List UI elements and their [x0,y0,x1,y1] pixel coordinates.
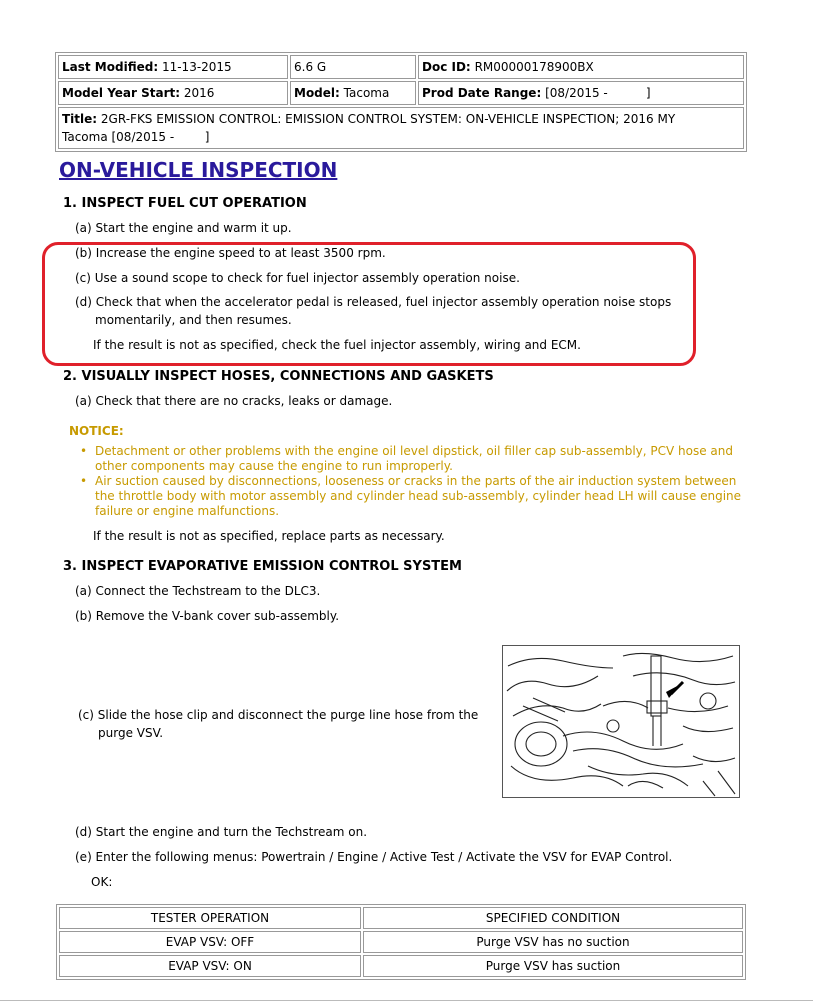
section1-step-a: (a) Start the engine and warm it up. [75,221,292,235]
section3-step-b: (b) Remove the V-bank cover sub-assembly. [75,609,340,623]
table-row [59,955,743,977]
table-header-cell: TESTER OPERATION [59,907,361,929]
spec-table [56,904,746,980]
section2-result: If the result is not as specified, replace parts as necessary. [93,529,445,543]
section1-step-b: (b) Increase the engine speed to at least 3500 rpm. [75,246,386,260]
table-header-cell: SPECIFIED CONDITION [363,907,743,929]
title-label: Title: [62,112,98,126]
section1-step-d-line1: (d) Check that when the accelerator pedal is released, fuel injector assembly operation noise stops [75,295,672,309]
prod-date-cell [418,81,744,105]
prod-date-label: Prod Date Range: [422,86,542,100]
notice-item-text: Detachment or other problems with the engine oil level dipstick, oil filler cap sub-assembly, PCV hose and other components may cause the engine to run improperly. [95,444,733,473]
highlight-box [42,242,696,366]
section3-step-d: (d) Start the engine and turn the Techstream on. [75,825,368,839]
engine-illustration-drawing [503,646,739,797]
last-modified-cell [58,55,288,79]
notice-item [80,474,745,519]
model-cell [290,81,416,105]
doc-id-cell [418,55,744,79]
table-cell: Purge VSV has no suction [363,931,743,953]
doc-id-value: RM00000178900BX [474,60,594,74]
last-modified-label: Last Modified: [62,60,159,74]
section3-step-a: (a) Connect the Techstream to the DLC3. [75,584,321,598]
doc-id-label: Doc ID: [422,60,471,74]
notice-item [80,444,745,474]
notice-heading: NOTICE: [69,424,124,438]
document-header-table [55,52,747,152]
section1-step-d-line2: momentarily, and then resumes. [95,313,292,327]
model-year-value: 2016 [183,86,215,100]
model-year-label: Model Year Start: [62,86,181,100]
model-label: Model: [294,86,340,100]
version-cell [290,55,416,79]
title-cell [58,107,744,149]
bullet-icon: • [80,474,88,488]
table-cell: Purge VSV has suction [363,955,743,977]
ok-label: OK: [91,875,113,889]
section3-heading: 3. INSPECT EVAPORATIVE EMISSION CONTROL SYSTEM [63,559,462,574]
page-divider [0,1000,813,1001]
section2-step-a: (a) Check that there are no cracks, leaks or damage. [75,394,393,408]
bullet-icon: • [80,444,88,458]
table-cell: EVAP VSV: ON [59,955,361,977]
page-title[interactable]: ON-VEHICLE INSPECTION [59,158,338,182]
notice-item-text: Air suction caused by disconnections, looseness or cracks in the parts of the air induction system between the throttle body with motor assembly and cylinder head sub-assembly, cylinder head LH will cause engine failure or engine malfunctions. [95,474,742,518]
title-line2: Tacoma [08/2015 - ] [62,130,210,144]
table-header-row [59,907,743,929]
section3-step-e: (e) Enter the following menus: Powertrain / Engine / Active Test / Activate the VSV for EVAP Control. [75,850,673,864]
model-value: Tacoma [343,86,390,100]
version-value: 6.6 G [294,60,327,74]
last-modified-value: 11-13-2015 [161,60,232,74]
section3-step-c-line2: purge VSV. [98,726,164,740]
table-cell: EVAP VSV: OFF [59,931,361,953]
prod-date-value: [08/2015 - ] [545,86,651,100]
section1-step-c: (c) Use a sound scope to check for fuel injector assembly operation noise. [75,271,520,285]
model-year-cell [58,81,288,105]
section1-heading: 1. INSPECT FUEL CUT OPERATION [63,196,307,211]
table-row [59,931,743,953]
engine-illustration [502,645,740,798]
section3-step-c-line1: (c) Slide the hose clip and disconnect the purge line hose from the [78,708,479,722]
title-line1: 2GR-FKS EMISSION CONTROL: EMISSION CONTROL SYSTEM: ON-VEHICLE INSPECTION; 2016 MY [100,112,676,126]
section1-result: If the result is not as specified, check the fuel injector assembly, wiring and ECM. [93,338,581,352]
section2-heading: 2. VISUALLY INSPECT HOSES, CONNECTIONS AND GASKETS [63,369,494,384]
